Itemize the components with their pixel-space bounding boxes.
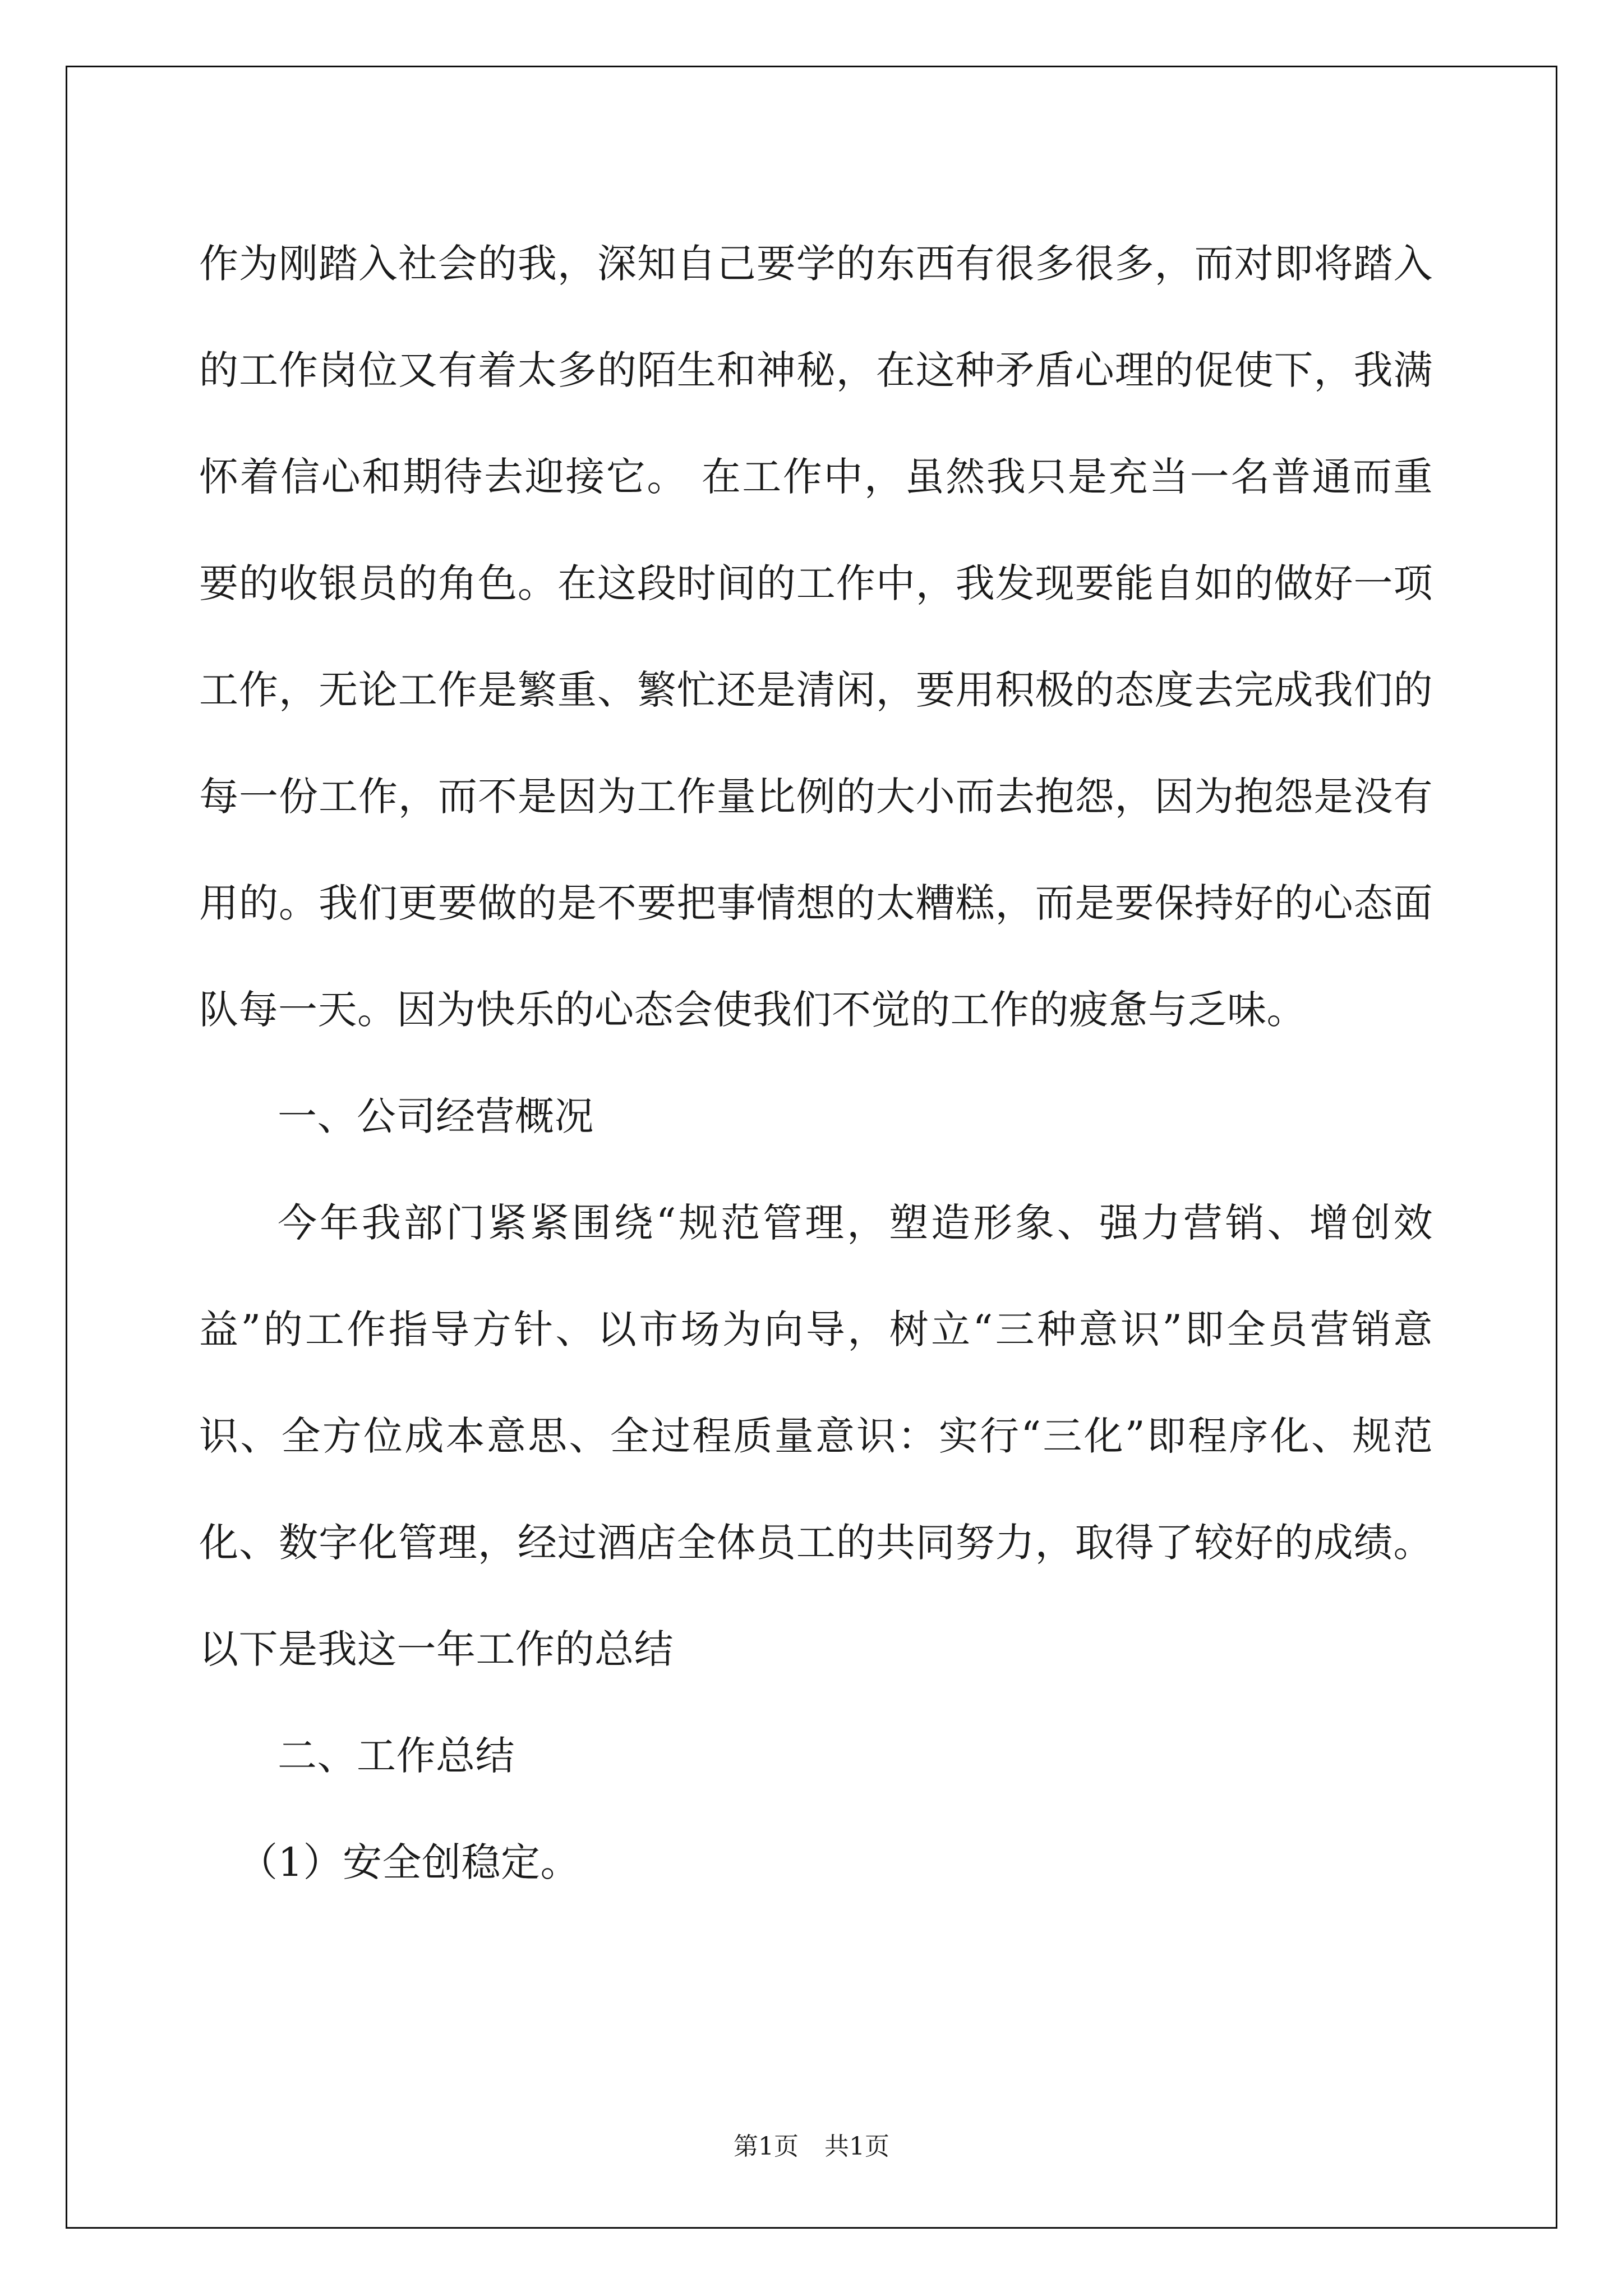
document-body <box>199 210 1433 1916</box>
paragraph-company-overview: 今年我部门紧紧围绕“规范管理，塑造形象、强力营销、增创效益”的工作指导方针、以市场为向导，树立“三种意识”即全员营销意识、全方位成本意思、全过程质量意识：实行“三化”即程序化、规范化、数字化管理，经过酒店全体员工的共同努力，取得了较好的成绩。以下是我这一年工作的总结 <box>199 1200 1433 1672</box>
heading-company-overview: 一、公司经营概况 <box>278 1093 594 1139</box>
subheading-safety: （1）安全创稳定。 <box>238 1839 580 1885</box>
heading-work-summary: 二、工作总结 <box>278 1733 515 1779</box>
page-total: 共1页 <box>824 2132 889 2161</box>
page-number: 第1页 <box>734 2132 799 2161</box>
paragraph-intro: 作为刚踏入社会的我，深知自己要学的东西有很多很多，而对即将踏入的工作岗位又有着太多的陌生和神秘，在这种矛盾心理的促使下，我满怀着信心和期待去迎接它。 在工作中，虽然我只是充当一名普通而重要的收银员的角色。在这段时间的工作中，我发现要能自如的做好一项工作，无论工作是繁重、繁忙还是清闲，要用积极的态度去完成我们的每一份工作，而不是因为工作量比例的大小而去抱怨，因为抱怨是没有用的。我们更要做的是不要把事情想的太糟糕，而是要保持好的心态面队每一天。因为快乐的心态会使我们不觉的工作的疲惫与乏味。 <box>199 241 1433 1033</box>
page-footer <box>0 2126 1623 2162</box>
